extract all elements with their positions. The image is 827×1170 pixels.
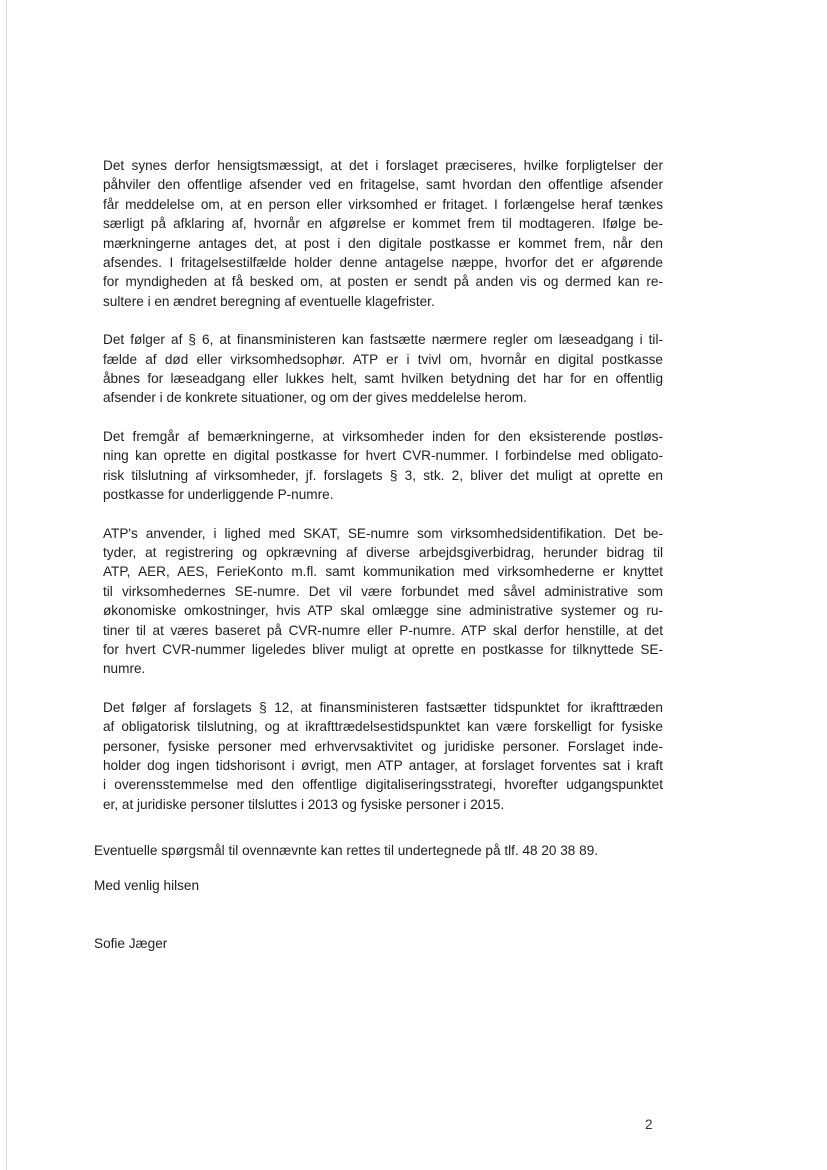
paragraph-se-numbers	[103, 524, 663, 679]
contact-line: Eventuelle spørgsmål til ovennævnte kan rettes til undertegnede på tlf. 48 20 38 89.	[94, 843, 599, 858]
text-line: tiner til at væres baseret på CVR-numre eller P-numre. ATP skal derfor henstille, at det	[103, 622, 663, 638]
text-line: personer, fysiske personer med erhvervsaktivitet og juridiske personer. Forslaget inde-	[103, 738, 663, 754]
text-line: postkasse for underliggende P-numre.	[103, 487, 334, 503]
text-line: tyder, at registrering og opkrævning af diverse arbejdsgiverbidrag, herunder bidrag til	[103, 544, 663, 560]
text-line: i overensstemmelse med den offentlige digitaliseringsstrategi, hvorefter udgangspunktet	[103, 777, 663, 793]
closing-salutation: Med venlig hilsen	[94, 878, 200, 893]
text-line: afsendes. I fritagelsestilfælde holder denne antagelse næppe, hvorfor det er afgørende	[103, 255, 663, 271]
text-line: til virksomhedernes SE-numre. Det vil være forbundet med såvel administrative som	[103, 583, 663, 599]
text-line: for hvert CVR-nummer ligeledes bliver muligt at oprette en postkasse for tilknyttede SE-	[103, 641, 663, 657]
paragraph-entry-into-force	[103, 698, 663, 814]
text-line: åbnes for læseadgang eller lukkes helt, samt hvilken betydning det har for en offentlig	[103, 371, 663, 387]
paragraph-company-postbox	[103, 427, 663, 505]
text-line: numre.	[103, 661, 146, 677]
text-line: Det fremgår af bemærkningerne, at virksomheder inden for den eksisterende postløs-	[103, 428, 663, 444]
text-line: ning kan oprette en digital postkasse for hvert CVR-nummer. I forbindelse med obligato-	[103, 448, 663, 464]
text-line: påhviler den offentlige afsender ved en fritagelse, samt hvordan den offentlige afsender	[103, 177, 663, 193]
letter-body	[103, 156, 663, 833]
scan-edge-line	[6, 0, 7, 1170]
text-line: mærkningerne antages det, at post i den digitale postkasse er kommet frem, når den	[103, 235, 663, 251]
text-line: sultere i en ændret beregning af eventuelle klagefrister.	[103, 293, 435, 309]
text-line: særligt på afklaring af, hvornår en afgørelse er kommet frem til modtageren. Ifølge be-	[103, 216, 663, 232]
page-number: 2	[645, 1117, 653, 1132]
signature-name: Sofie Jæger	[94, 936, 168, 951]
text-line: afsender i de konkrete situationer, og om der gives meddelelse herom.	[103, 390, 527, 406]
text-line: får meddelelse om, at en person eller virksomhed er fritaget. I forlængelse heraf tænkes	[103, 196, 663, 212]
text-line: Det følger af forslagets § 12, at finansministeren fastsætter tidspunktet for ikrafttræden	[103, 699, 663, 715]
text-line: for myndigheden at få besked om, at posten er sendt på anden vis og dermed kan re-	[103, 274, 663, 290]
text-line: økonomiske omkostninger, hvis ATP skal omlægge sine administrative systemer og ru-	[103, 603, 663, 619]
text-line: risk tilslutning af virksomheder, jf. forslagets § 3, stk. 2, bliver det muligt at oprette en	[103, 467, 663, 483]
text-line: ATP's anvender, i lighed med SKAT, SE-numre som virksomhedsidentifikation. Det be-	[103, 525, 663, 541]
paragraph-exemption-obligations	[103, 156, 663, 311]
text-line: er, at juridiske personer tilsluttes i 2013 og fysiske personer i 2015.	[103, 796, 505, 812]
text-line: Det følger af § 6, at finansministeren kan fastsætte nærmere regler om læseadgang i til-	[103, 332, 663, 348]
text-line: fælde af død eller virksomhedsophør. ATP er i tvivl om, hvornår en digital postkasse	[103, 351, 663, 367]
paragraph-read-access	[103, 330, 663, 408]
text-line: Det synes derfor hensigtsmæssigt, at det i forslaget præciseres, hvilke forpligtelser der	[103, 158, 663, 173]
text-line: ATP, AER, AES, FerieKonto m.fl. samt kommunikation med virksomhederne er knyttet	[103, 564, 663, 580]
text-line: holder dog ingen tidshorisont i øvrigt, men ATP antager, at forslaget forventes sat i kraft	[103, 757, 663, 773]
text-line: af obligatorisk tilslutning, og at ikrafttrædelsestidspunktet kan være forskelligt for fysiske	[103, 719, 663, 735]
